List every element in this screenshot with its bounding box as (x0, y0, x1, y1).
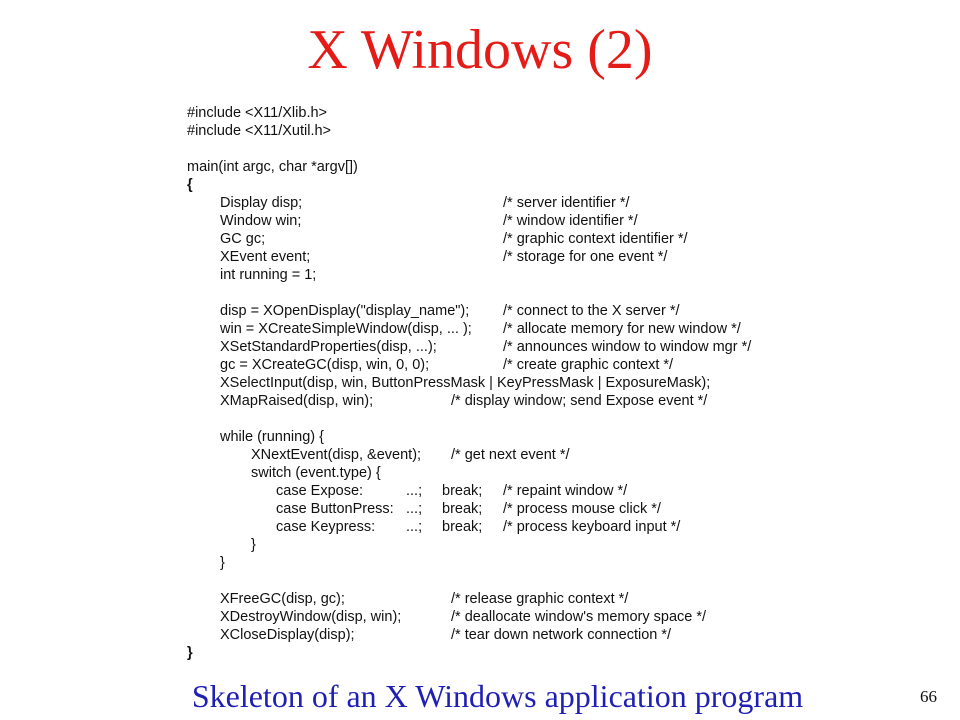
code-line-open-brace (187, 176, 211, 194)
code-line-free-gc (187, 590, 629, 608)
slide-title: X Windows (2) (307, 19, 653, 81)
code-text: XSelectInput(disp, win, ButtonPressMask | KeyPressMask | ExposureMask); (220, 375, 711, 391)
code-comment: /* storage for one event */ (503, 249, 668, 265)
code-comment: /* deallocate window's memory space */ (451, 609, 707, 625)
code-text: { (187, 177, 193, 193)
code-comment: /* tear down network connection */ (451, 627, 672, 643)
code-text: Window win; (220, 213, 302, 229)
code-line-decl-gc (187, 230, 688, 248)
code-text: } (187, 645, 193, 661)
code-line-main-signature (187, 158, 358, 176)
code-line-destroy-window (187, 608, 707, 626)
code-text: break; (442, 501, 483, 517)
code-comment: /* allocate memory for new window */ (503, 321, 741, 337)
code-listing (187, 104, 787, 661)
code-comment: /* repaint window */ (503, 483, 628, 499)
code-line-close-brace (187, 644, 211, 662)
code-text: break; (442, 519, 483, 535)
code-line-switch (187, 464, 381, 482)
code-text: XEvent event; (220, 249, 311, 265)
code-line-decl-running (187, 266, 317, 284)
code-line-include-xlib (187, 104, 328, 122)
slide-caption: Skeleton of an X Windows application program (191, 678, 804, 714)
code-line-set-properties (187, 338, 752, 356)
code-line-include-xutil (187, 122, 332, 140)
code-line-select-input (187, 374, 711, 392)
code-comment: /* server identifier */ (503, 195, 630, 211)
code-text: } (220, 555, 225, 571)
code-line-while-close (187, 554, 225, 572)
code-comment: /* process keyboard input */ (503, 519, 681, 535)
code-text: int running = 1; (220, 267, 317, 283)
code-text: ...; (406, 519, 423, 535)
code-text: XCloseDisplay(disp); (220, 627, 355, 643)
code-text: break; (442, 483, 483, 499)
code-line-decl-event (187, 248, 668, 266)
code-text: ...; (406, 483, 423, 499)
code-text: XSetStandardProperties(disp, ...); (220, 339, 437, 355)
code-comment: /* get next event */ (451, 447, 570, 463)
code-line-switch-close (187, 536, 256, 554)
code-text: #include <X11/Xlib.h> (187, 105, 328, 121)
code-line-open-display (187, 302, 680, 320)
code-text: GC gc; (220, 231, 266, 247)
code-text: win = XCreateSimpleWindow(disp, ... ); (220, 321, 472, 337)
code-line-decl-display (187, 194, 630, 212)
code-text: case ButtonPress: (276, 501, 394, 517)
code-text: XFreeGC(disp, gc); (220, 591, 345, 607)
code-comment: /* release graphic context */ (451, 591, 629, 607)
code-line-case-expose (187, 482, 628, 500)
code-text: XMapRaised(disp, win); (220, 393, 374, 409)
code-line-next-event (187, 446, 570, 464)
code-text: gc = XCreateGC(disp, win, 0, 0); (220, 357, 430, 373)
code-comment: /* process mouse click */ (503, 501, 661, 517)
code-text: ...; (406, 501, 423, 517)
code-comment: /* display window; send Expose event */ (451, 393, 708, 409)
code-comment: /* announces window to window mgr */ (503, 339, 752, 355)
code-text: XNextEvent(disp, &event); (251, 447, 422, 463)
code-comment: /* connect to the X server */ (503, 303, 680, 319)
code-text: case Expose: (276, 483, 364, 499)
code-line-case-button (187, 500, 661, 518)
code-text: disp = XOpenDisplay("display_name"); (220, 303, 470, 319)
code-line-create-window (187, 320, 741, 338)
code-text: switch (event.type) { (251, 465, 381, 481)
code-line-decl-window (187, 212, 638, 230)
code-text: #include <X11/Xutil.h> (187, 123, 332, 139)
code-line-close-display (187, 626, 672, 644)
code-text: case Keypress: (276, 519, 376, 535)
code-text: Display disp; (220, 195, 303, 211)
code-line-case-key (187, 518, 681, 536)
code-line-while-loop (187, 428, 324, 446)
code-comment: /* window identifier */ (503, 213, 638, 229)
code-line-map-raised (187, 392, 708, 410)
code-text: main(int argc, char *argv[]) (187, 159, 358, 175)
page-number: 66 (920, 687, 937, 706)
code-comment: /* graphic context identifier */ (503, 231, 688, 247)
code-line-create-gc (187, 356, 674, 374)
code-comment: /* create graphic context */ (503, 357, 674, 373)
code-text: while (running) { (220, 429, 324, 445)
code-text: } (251, 537, 256, 553)
code-text: XDestroyWindow(disp, win); (220, 609, 402, 625)
